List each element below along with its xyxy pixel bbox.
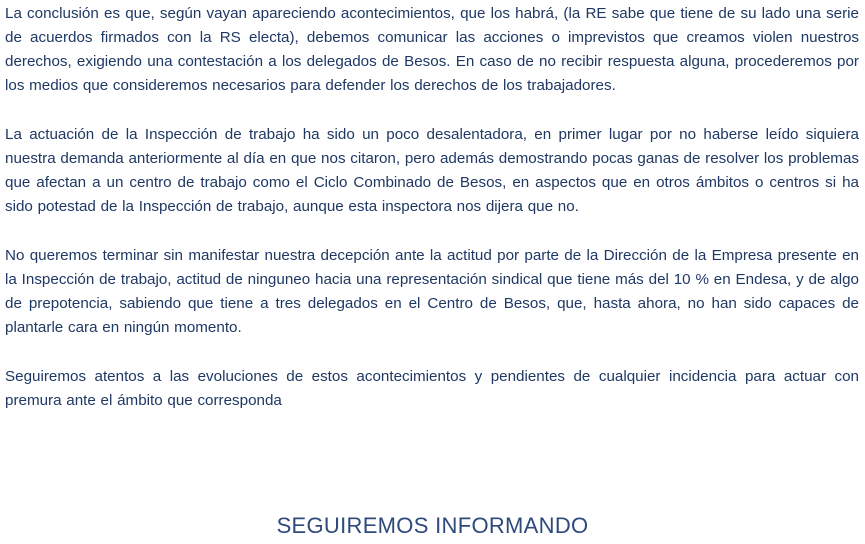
- paragraph-conclusion: La conclusión es que, según vayan apareciendo acontecimientos, que los habrá, (la RE sabe que tiene de su lado una serie de acuerdos firmados con la RS electa), debemos comunicar las acciones o imprevistos que creamos violen nuestros derechos, exigiendo una contestación a los delegados de Besos. En caso de no recibir respuesta alguna, procederemos por los medios que consideremos necesarios para defender los derechos de los trabajadores.: [5, 5, 859, 94]
- paragraph-follow-up: Seguiremos atentos a las evoluciones de estos acontecimientos y pendientes de cualquier incidencia para actuar con premura ante el ámbito que corresponda: [5, 368, 859, 409]
- closing-heading: SEGUIREMOS INFORMANDO: [276, 513, 589, 538]
- document-body: [5, 2, 859, 438]
- paragraph-disappointment: No queremos terminar sin manifestar nuestra decepción ante la actitud por parte de la Dirección de la Empresa presente en la Inspección de trabajo, actitud de ninguneo hacia una representación sindical que tiene más del 10 % en Endesa, y de algo de prepotencia, sabiendo que tiene a tres delegados en el Centro de Besos, que, hasta ahora, no han sido capaces de plantarle cara en ningún momento.: [5, 247, 859, 336]
- paragraph-inspection: La actuación de la Inspección de trabajo ha sido un poco desalentadora, en primer lugar por no haberse leído siquiera nuestra demanda anteriormente al día en que nos citaron, pero además demostrando pocas ganas de resolver los problemas que afectan a un centro de trabajo como el Ciclo Combinado de Besos, en aspectos que en otros ámbitos o centros si ha sido potestad de la Inspección de trabajo, aunque esta inspectora nos dijera que no.: [5, 126, 859, 215]
